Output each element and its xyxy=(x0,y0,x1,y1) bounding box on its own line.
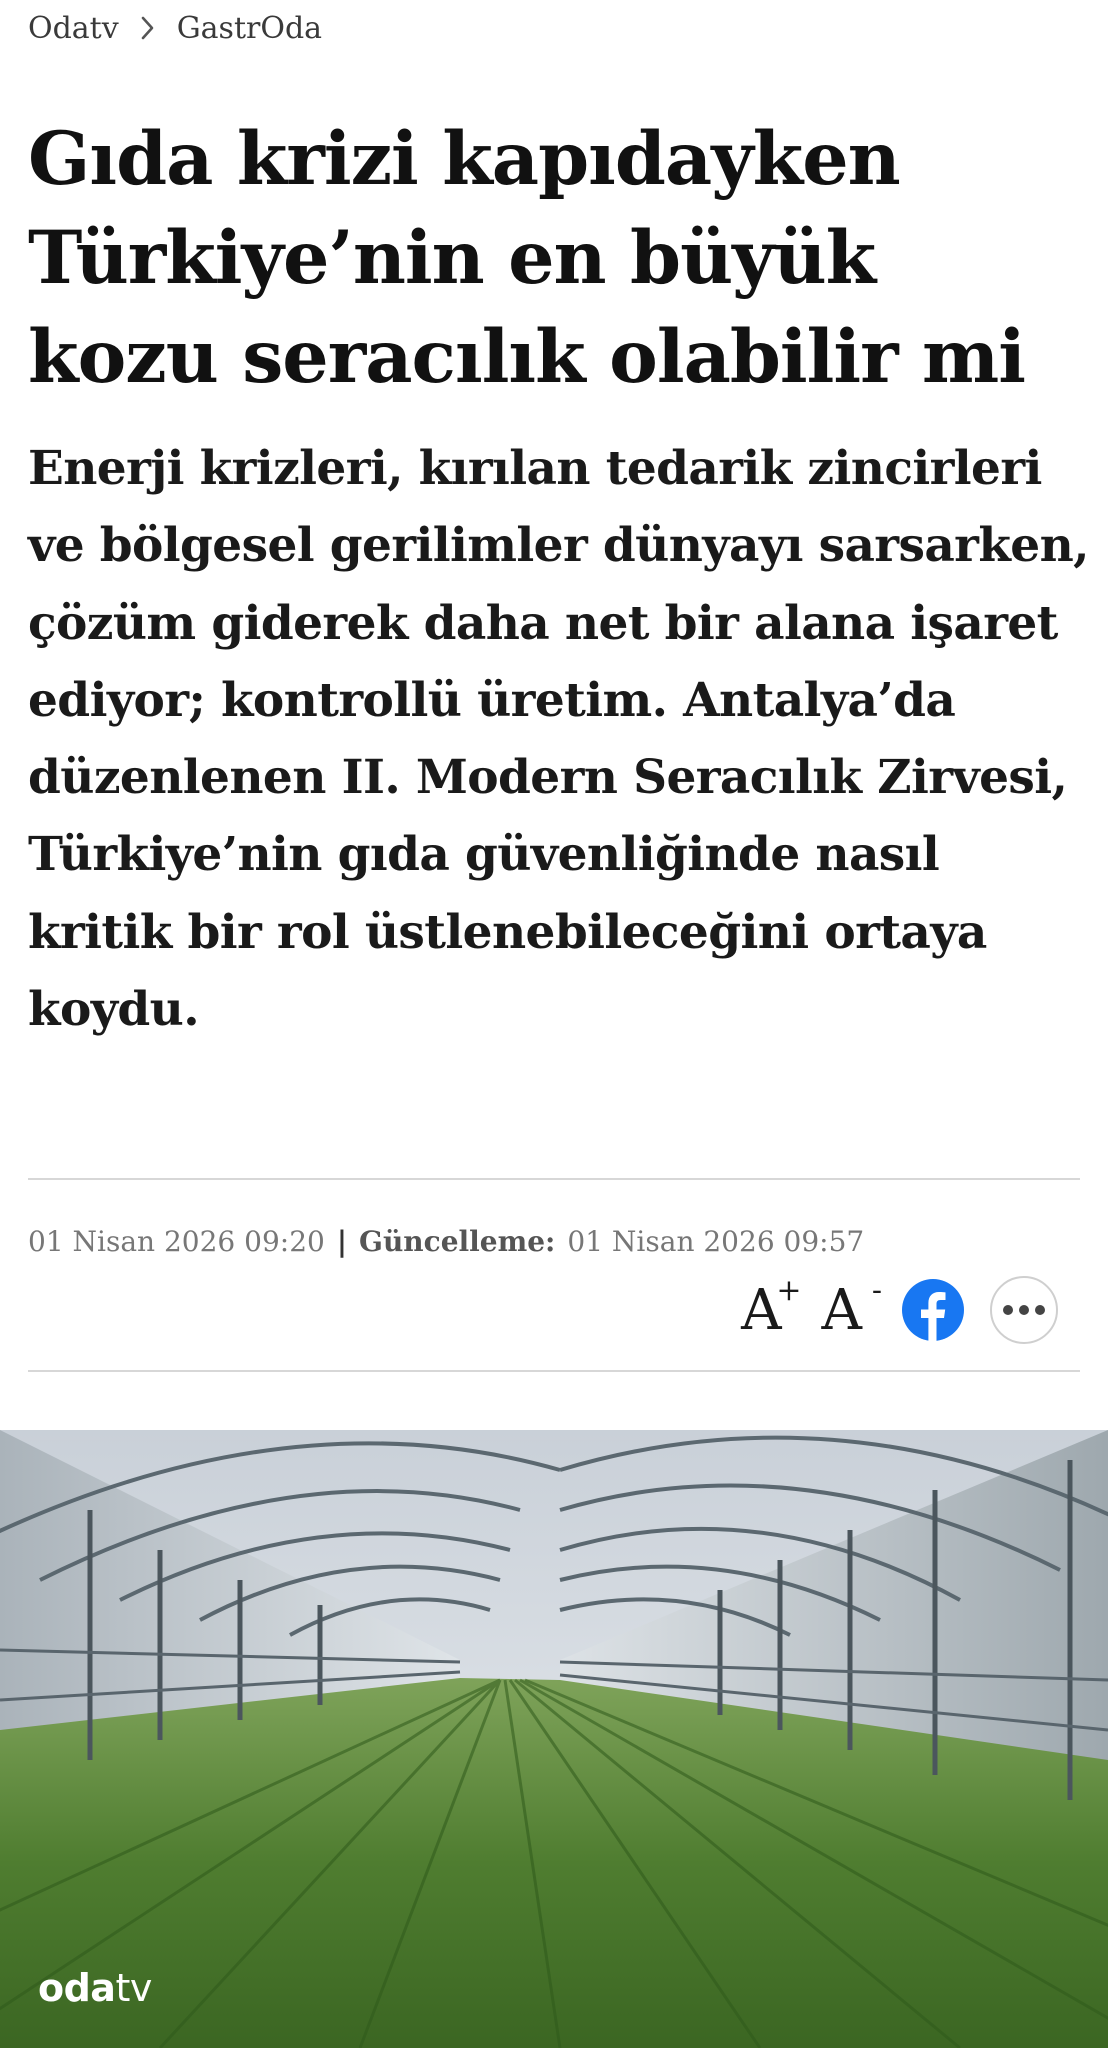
article-lead: Enerji krizleri, kırılan tedarik zincirleri ve bölgesel gerilimler dünyayı sarsarken, çözüm giderek daha net bir alana işaret ediyor; kontrollü üretim. Antalya’da düzenlenen II. Modern Seracılık Zirvesi, Türkiye’nin gıda güvenliğinde nasıl kritik bir rol üstlenebileceğini ortaya koydu. xyxy=(28,441,1089,1038)
font-increase-button[interactable] xyxy=(741,1273,802,1345)
meta-separator: | xyxy=(336,1224,348,1258)
font-decrease-label: A xyxy=(821,1277,862,1343)
hero-image[interactable] xyxy=(0,1430,1108,2048)
font-decrease-button[interactable] xyxy=(821,1273,882,1345)
more-options-button[interactable] xyxy=(990,1276,1058,1344)
article-title: Gıda krizi kapıdayken Türkiye’nin en büyük kozu seracılık olabilir mi xyxy=(28,116,1025,400)
breadcrumb xyxy=(28,6,322,50)
article-meta xyxy=(28,1220,864,1262)
odatv-watermark: odatv xyxy=(38,1966,152,2010)
font-increase-label: A xyxy=(741,1277,782,1343)
breadcrumb-item-odatv[interactable]: Odatv xyxy=(28,10,119,46)
more-horizontal-icon xyxy=(1003,1305,1013,1315)
facebook-share-button[interactable] xyxy=(902,1279,964,1341)
updated-date: 01 Nisan 2026 09:57 xyxy=(567,1224,865,1258)
facebook-icon xyxy=(902,1279,964,1341)
chevron-right-icon xyxy=(137,13,159,43)
divider xyxy=(28,1370,1080,1372)
updated-label: Güncelleme: xyxy=(359,1224,556,1258)
divider xyxy=(28,1178,1080,1180)
greenhouse-image xyxy=(0,1430,1108,2048)
plus-sign: + xyxy=(776,1273,802,1308)
minus-sign: - xyxy=(871,1273,882,1308)
breadcrumb-item-gastroda[interactable]: GastrOda xyxy=(176,10,323,46)
published-date: 01 Nisan 2026 09:20 xyxy=(28,1224,325,1258)
article-tools xyxy=(741,1275,1058,1345)
